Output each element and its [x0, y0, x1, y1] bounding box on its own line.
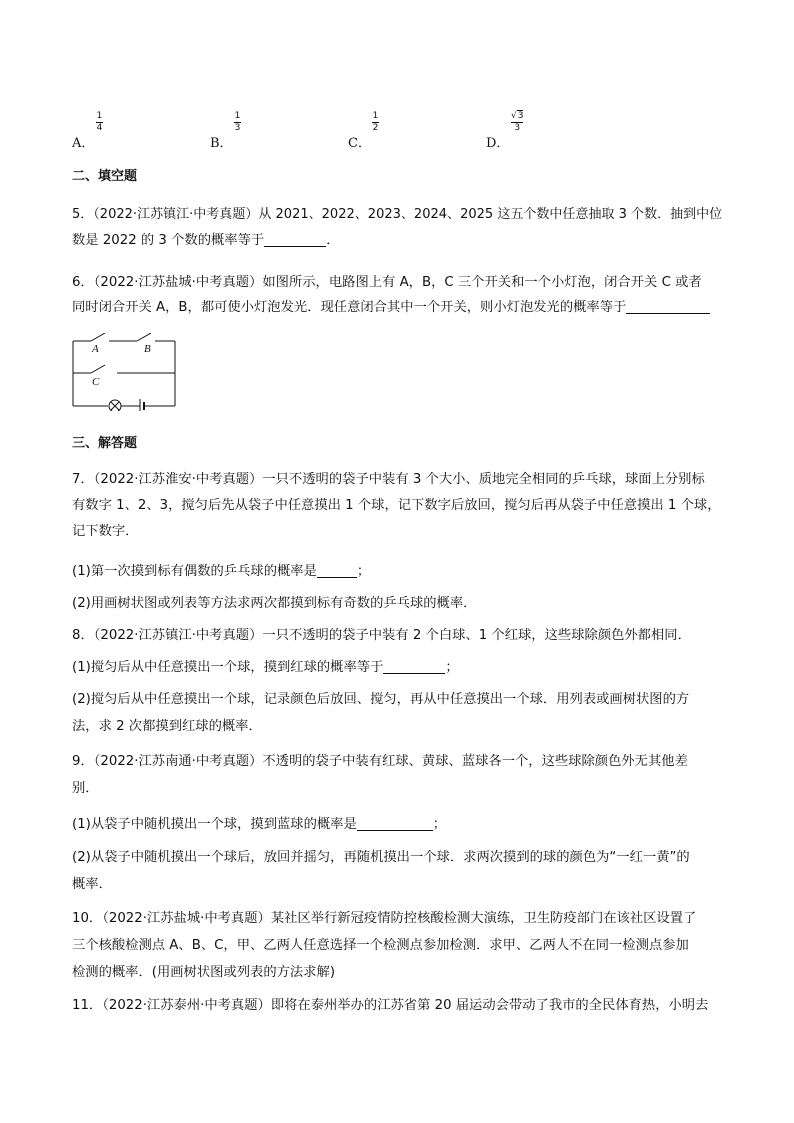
- q9-sub-2-line-2: 概率．: [72, 877, 112, 892]
- section-heading-solutions: 三、解答题: [72, 436, 138, 451]
- switch-a-lever: [91, 333, 105, 341]
- option-d-fraction: √3 3: [511, 111, 524, 133]
- q7-answer-blank[interactable]: [317, 563, 357, 578]
- q8-sub-2-line-2: 法，求 2 次都摸到红球的概率．: [72, 719, 262, 734]
- q10-line-2: 三个核酸检测点 A、B、C，甲、乙两人任意选择一个检测点参加检测．求甲、乙两人不在同一检测点参加: [72, 938, 689, 953]
- q7-sub-2: (2)用画树状图或列表等方法求两次都摸到标有奇数的乒乓球的概率．: [72, 596, 477, 611]
- q9-line-2: 别．: [72, 781, 99, 796]
- option-b-fraction: 1 3: [234, 111, 241, 133]
- option-c-label: C．: [348, 136, 371, 151]
- switch-b-lever: [137, 333, 151, 341]
- q7-line-2: 有数字 1、2、3，搅匀后先从袋子中任意摸出 1 个球，记下数字后放回，搅匀后再从袋子中任意摸出 1 个球，: [72, 498, 721, 513]
- q10-line-1: 10．（2022·江苏盐城·中考真题）某社区举行新冠疫情防控核酸检测大演练，卫生防疫部门在该社区设置了: [72, 911, 697, 926]
- q5-line-1: 5．（2022·江苏镇江·中考真题）从 2021、2022、2023、2024、2025 这五个数中任意抽取 3 个数．抽到中位: [72, 207, 723, 222]
- q10-line-3: 检测的概率．(用画树状图或列表的方法求解): [72, 965, 336, 980]
- q5-answer-blank[interactable]: [264, 232, 326, 247]
- circuit-diagram: [72, 333, 182, 411]
- option-b-label: B．: [210, 136, 233, 151]
- section-heading-fill-in: 二、填空题: [72, 169, 138, 184]
- q8-answer-blank[interactable]: [383, 659, 445, 674]
- q8-line-1: 8．（2022·江苏镇江·中考真题）一只不透明的袋子中装有 2 个白球、1 个红球，这些球除颜色外都相同．: [72, 628, 691, 643]
- switch-b-label: B: [144, 343, 151, 355]
- switch-c-lever: [91, 365, 105, 373]
- option-d-label: D．: [486, 136, 510, 151]
- switch-a-label: A: [92, 343, 99, 355]
- answer-options: [72, 112, 732, 152]
- q6-answer-blank[interactable]: [626, 299, 710, 314]
- q9-answer-blank[interactable]: [357, 816, 433, 831]
- q11-line-1: 11．（2022·江苏泰州·中考真题）即将在泰州举办的江苏省第 20 届运动会带动了我市的全民体育热，小明去: [72, 998, 709, 1013]
- option-a-fraction: 1 4: [96, 111, 103, 133]
- q9-line-1: 9．（2022·江苏南通·中考真题）不透明的袋子中装有红球、黄球、蓝球各一个，这些球除颜色外无其他差: [72, 754, 688, 769]
- q8-sub-1: (1)搅匀后从中任意摸出一个球，摸到红球的概率等于 ；: [72, 660, 459, 675]
- q9-sub-1: (1)从袋子中随机摸出一个球，摸到蓝球的概率是 ；: [72, 817, 447, 832]
- q9-sub-2-line-1: (2)从袋子中随机摸出一个球后，放回并摇匀，再随机摸出一个球．求两次摸到的球的颜色为“一红一黄”的: [72, 850, 690, 865]
- option-a-label: A．: [72, 136, 95, 151]
- q7-sub-1: (1)第一次摸到标有偶数的乒乓球的概率是 ；: [72, 564, 371, 579]
- switch-c-label: C: [92, 376, 100, 388]
- option-c-fraction: 1 2: [372, 111, 379, 133]
- q5-line-2: 数是 2022 的 3 个数的概率等于 ．: [72, 233, 340, 248]
- q6-line-1: 6．（2022·江苏盐城·中考真题）如图所示，电路图上有 A，B，C 三个开关和一个小灯泡，闭合开关 C 或者: [72, 275, 702, 290]
- q6-line-2: 同时闭合开关 A，B，都可使小灯泡发光．现任意闭合其中一个开关，则小灯泡发光的概率等于: [72, 296, 710, 315]
- q7-line-3: 记下数字．: [72, 524, 139, 539]
- q7-line-1: 7．（2022·江苏淮安·中考真题）一只不透明的袋子中装有 3 个大小、质地完全相同的乒乓球，球面上分别标: [72, 472, 705, 487]
- sqrt-icon: √: [511, 111, 517, 121]
- q8-sub-2-line-1: (2)搅匀后从中任意摸出一个球，记录颜色后放回、搅匀，再从中任意摸出一个球．用列表或画树状图的方: [72, 692, 690, 707]
